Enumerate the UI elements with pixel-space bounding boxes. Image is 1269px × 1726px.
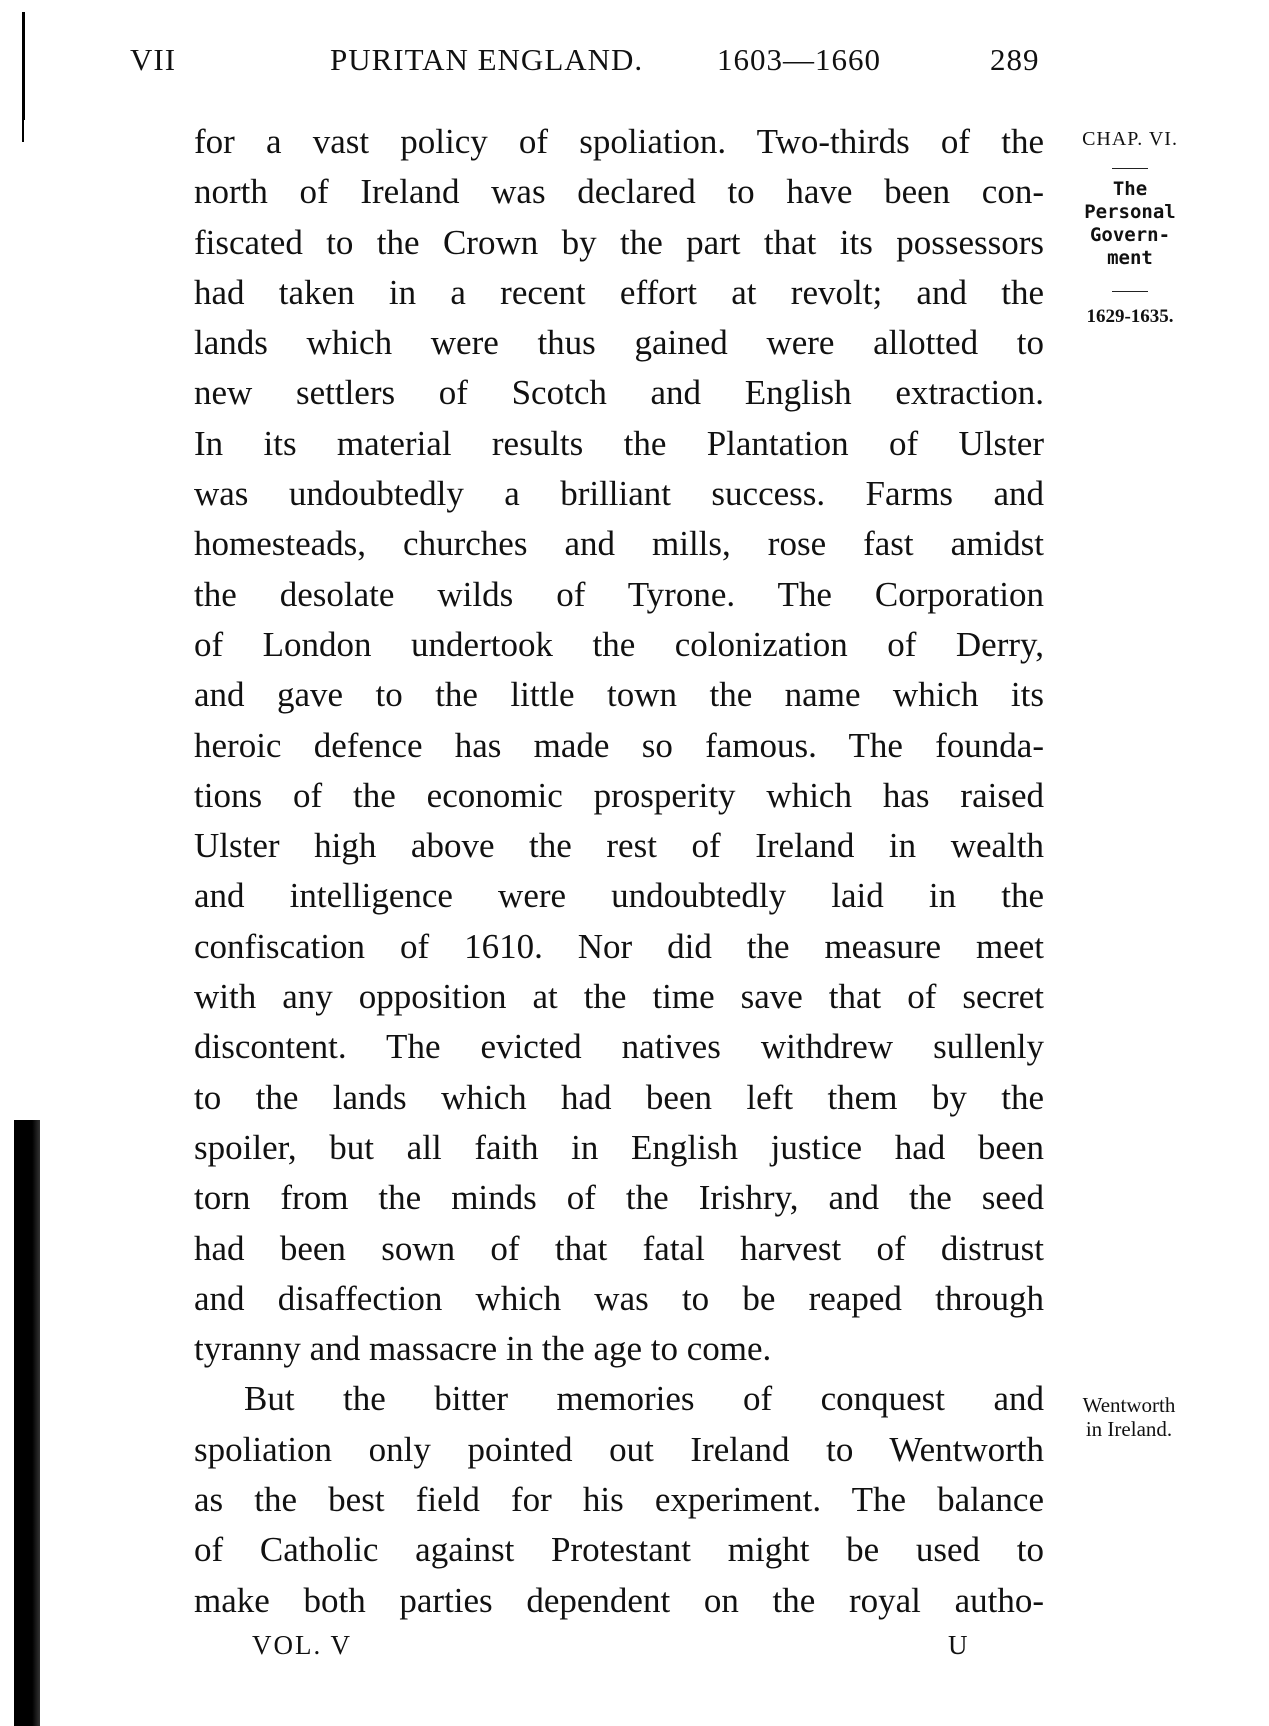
text-line: had taken in a recent effort at revolt; and the: [194, 272, 1044, 312]
signature-mark: U: [948, 1630, 970, 1660]
text-line: to the lands which had been left them by the: [194, 1077, 1044, 1117]
text-line: of Catholic against Protestant might be used to: [194, 1530, 1044, 1570]
text-line: spoiler, but all faith in English justice had been: [194, 1127, 1044, 1167]
text-line: new settlers of Scotch and English extraction.: [194, 373, 1044, 413]
margin-subject-note: [1062, 178, 1198, 270]
text-line: for a vast policy of spoliation. Two-thirds of the: [194, 122, 1044, 161]
text-line: make both parties dependent on the royal autho-: [194, 1580, 1044, 1620]
signature-volume: VOL. V: [252, 1630, 353, 1660]
text-line: and disaffection which was to be reaped through: [194, 1278, 1044, 1318]
margin-subject-line: Personal: [1084, 201, 1176, 223]
text-line: north of Ireland was declared to have been con-: [194, 172, 1044, 212]
running-head-chapter: VII: [130, 42, 177, 77]
text-line: of London undertook the colonization of Derry,: [194, 624, 1044, 664]
text-line: was undoubtedly a brilliant success. Farms and: [194, 474, 1044, 514]
text-line: lands which were thus gained were allotted to: [194, 323, 1044, 363]
running-head: [130, 42, 1045, 82]
margin-subject-line: Govern-: [1089, 224, 1171, 246]
margin-chapter-label: CHAP. VI.: [1082, 128, 1178, 150]
margin-wentworth-line: in Ireland.: [1085, 1417, 1173, 1441]
text-line: and intelligence were undoubtedly laid in the: [194, 876, 1044, 916]
margin-subject-line: The: [1112, 178, 1148, 200]
running-head-title: PURITAN ENGLAND.: [330, 42, 644, 77]
body-text: [194, 117, 1044, 1626]
text-line: as the best field for his experiment. The balance: [194, 1480, 1044, 1520]
text-line: with any opposition at the time save that of secret: [194, 977, 1044, 1017]
margin-rule-bottom: [1112, 291, 1148, 292]
running-head-years: 1603—1660: [717, 42, 881, 77]
text-line: homesteads, churches and mills, rose fast amidst: [194, 524, 1044, 564]
text-line: tions of the economic prosperity which has raised: [194, 775, 1044, 815]
text-line: heroic defence has made so famous. The founda-: [194, 725, 1044, 765]
text-line: spoliation only pointed out Ireland to Wentworth: [194, 1429, 1044, 1469]
scan-edge-mark-top-lower: [22, 120, 24, 142]
margin-rule-top: [1112, 168, 1148, 169]
margin-subject-line: ment: [1107, 247, 1153, 269]
page-number: 289: [990, 42, 1040, 77]
scan-edge-mark-bottom: [14, 1120, 40, 1726]
text-line: discontent. The evicted natives withdrew sullenly: [194, 1027, 1044, 1067]
text-line: Ulster high above the rest of Ireland in wealth: [194, 826, 1044, 866]
text-line: confiscation of 1610. Nor did the measure meet: [194, 926, 1044, 966]
margin-wentworth-line: Wentworth: [1082, 1393, 1176, 1417]
text-line-paragraph-end: tyranny and massacre in the age to come.: [194, 1329, 772, 1369]
text-line: the desolate wilds of Tyrone. The Corporation: [194, 574, 1044, 614]
text-line: and gave to the little town the name which its: [194, 675, 1044, 715]
text-line: torn from the minds of the Irishry, and the seed: [194, 1178, 1044, 1218]
text-line: In its material results the Plantation of Ulster: [194, 423, 1044, 463]
margin-wentworth-note: [1054, 1393, 1204, 1441]
text-line: fiscated to the Crown by the part that its possessors: [194, 222, 1044, 262]
scan-edge-mark-top: [22, 12, 25, 120]
text-line: had been sown of that fatal harvest of distrust: [194, 1228, 1044, 1268]
text-line-paragraph-start: But the bitter memories of conquest and: [244, 1379, 1044, 1419]
margin-dates: 1629-1635.: [1086, 306, 1174, 327]
